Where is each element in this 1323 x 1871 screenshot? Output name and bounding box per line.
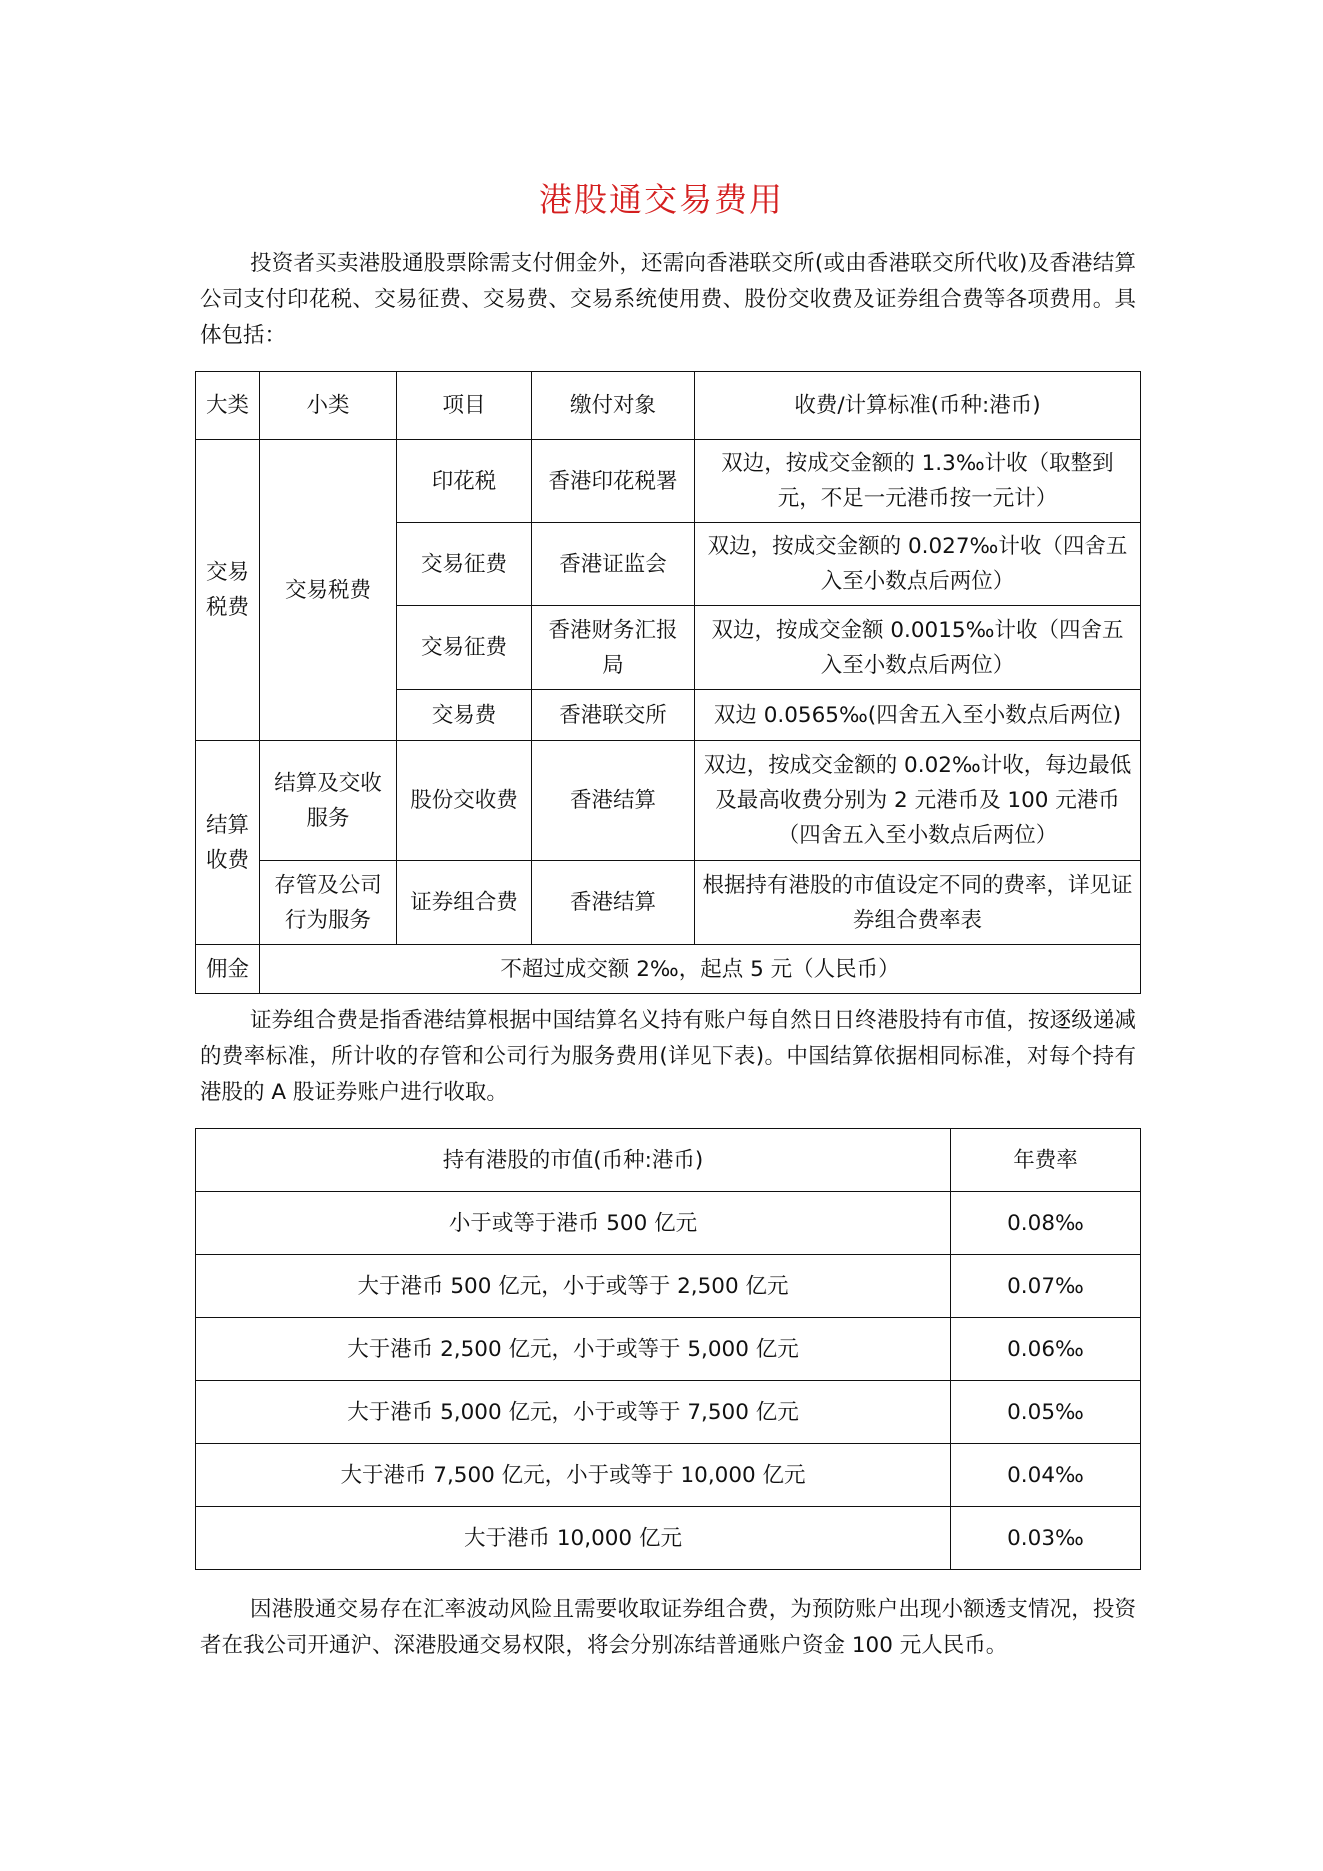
standard-cell: 双边，按成交金额的 0.027‰计收（四舍五入至小数点后两位） bbox=[695, 523, 1141, 606]
table-row bbox=[196, 1381, 1141, 1444]
rate-cell: 0.08‰ bbox=[951, 1192, 1141, 1255]
table-row bbox=[196, 1255, 1141, 1318]
table-row bbox=[196, 440, 1141, 523]
standard-cell: 双边，按成交金额的 1.3‰计收（取整到元，不足一元港币按一元计） bbox=[695, 440, 1141, 523]
table-row bbox=[196, 1507, 1141, 1570]
payee-cell: 香港证监会 bbox=[532, 523, 695, 606]
item-cell: 股份交收费 bbox=[397, 741, 532, 861]
payee-cell: 香港结算 bbox=[532, 741, 695, 861]
fee-table-header-row bbox=[196, 372, 1141, 440]
header-standard: 收费/计算标准(币种:港币) bbox=[695, 372, 1141, 440]
table-row bbox=[196, 741, 1141, 861]
table-row bbox=[196, 1192, 1141, 1255]
subcategory-cell: 存管及公司行为服务 bbox=[260, 861, 397, 945]
subcategory-cell: 结算及交收服务 bbox=[260, 741, 397, 861]
commission-row bbox=[196, 945, 1141, 994]
range-cell: 小于或等于港币 500 亿元 bbox=[196, 1192, 951, 1255]
category-cell: 交易税费 bbox=[196, 440, 260, 741]
range-cell: 大于港币 2,500 亿元，小于或等于 5,000 亿元 bbox=[196, 1318, 951, 1381]
intro-paragraph: 投资者买卖港股通股票除需支付佣金外，还需向香港联交所(或由香港联交所代收)及香港结算公司支付印花税、交易征费、交易费、交易系统使用费、股份交收费及证券组合费等各项费用。具体包括： bbox=[200, 251, 1136, 348]
table-row bbox=[196, 861, 1141, 945]
rate-cell: 0.03‰ bbox=[951, 1507, 1141, 1570]
header-market-value: 持有港股的市值(币种:港币) bbox=[196, 1129, 951, 1192]
overdraft-paragraph: 因港股通交易存在汇率波动风险且需要收取证券组合费，为预防账户出现小额透支情况，投资者在我公司开通沪、深港股通交易权限，将会分别冻结普通账户资金 100 元人民币。 bbox=[200, 1597, 1136, 1658]
item-cell: 证券组合费 bbox=[397, 861, 532, 945]
commission-label: 佣金 bbox=[196, 945, 260, 994]
fee-table bbox=[195, 371, 1141, 994]
standard-cell: 根据持有港股的市值设定不同的费率，详见证券组合费率表 bbox=[695, 861, 1141, 945]
payee-cell: 香港印花税署 bbox=[532, 440, 695, 523]
header-item: 项目 bbox=[397, 372, 532, 440]
standard-cell: 双边，按成交金额的 0.02‰计收，每边最低及最高收费分别为 2 元港币及 100 元港币（四舍五入至小数点后两位） bbox=[695, 741, 1141, 861]
payee-cell: 香港财务汇报局 bbox=[532, 606, 695, 690]
range-cell: 大于港币 5,000 亿元，小于或等于 7,500 亿元 bbox=[196, 1381, 951, 1444]
header-subcategory: 小类 bbox=[260, 372, 397, 440]
header-payee: 缴付对象 bbox=[532, 372, 695, 440]
item-cell: 交易费 bbox=[397, 690, 532, 741]
rate-table-header-row bbox=[196, 1129, 1141, 1192]
range-cell: 大于港币 10,000 亿元 bbox=[196, 1507, 951, 1570]
payee-cell: 香港结算 bbox=[532, 861, 695, 945]
payee-cell: 香港联交所 bbox=[532, 690, 695, 741]
portfolio-fee-paragraph: 证券组合费是指香港结算根据中国结算名义持有账户每自然日日终港股持有市值，按逐级递减的费率标准，所计收的存管和公司行为服务费用(详见下表)。中国结算依据相同标准，对每个持有港股的 A 股证券账户进行收取。 bbox=[200, 1008, 1136, 1105]
table-row bbox=[196, 1318, 1141, 1381]
subcategory-cell: 交易税费 bbox=[260, 440, 397, 741]
header-annual-rate: 年费率 bbox=[951, 1129, 1141, 1192]
range-cell: 大于港币 7,500 亿元，小于或等于 10,000 亿元 bbox=[196, 1444, 951, 1507]
category-cell: 结算收费 bbox=[196, 741, 260, 945]
item-cell: 交易征费 bbox=[397, 523, 532, 606]
rate-table bbox=[195, 1128, 1141, 1570]
rate-cell: 0.07‰ bbox=[951, 1255, 1141, 1318]
item-cell: 交易征费 bbox=[397, 606, 532, 690]
header-category: 大类 bbox=[196, 372, 260, 440]
standard-cell: 双边，按成交金额 0.0015‰计收（四舍五入至小数点后两位） bbox=[695, 606, 1141, 690]
page-title: 港股通交易费用 bbox=[539, 180, 784, 219]
table-row bbox=[196, 1444, 1141, 1507]
standard-cell: 双边 0.0565‰(四舍五入至小数点后两位) bbox=[695, 690, 1141, 741]
rate-cell: 0.05‰ bbox=[951, 1381, 1141, 1444]
rate-cell: 0.04‰ bbox=[951, 1444, 1141, 1507]
range-cell: 大于港币 500 亿元，小于或等于 2,500 亿元 bbox=[196, 1255, 951, 1318]
rate-cell: 0.06‰ bbox=[951, 1318, 1141, 1381]
item-cell: 印花税 bbox=[397, 440, 532, 523]
commission-value: 不超过成交额 2‰，起点 5 元（人民币） bbox=[260, 945, 1141, 994]
